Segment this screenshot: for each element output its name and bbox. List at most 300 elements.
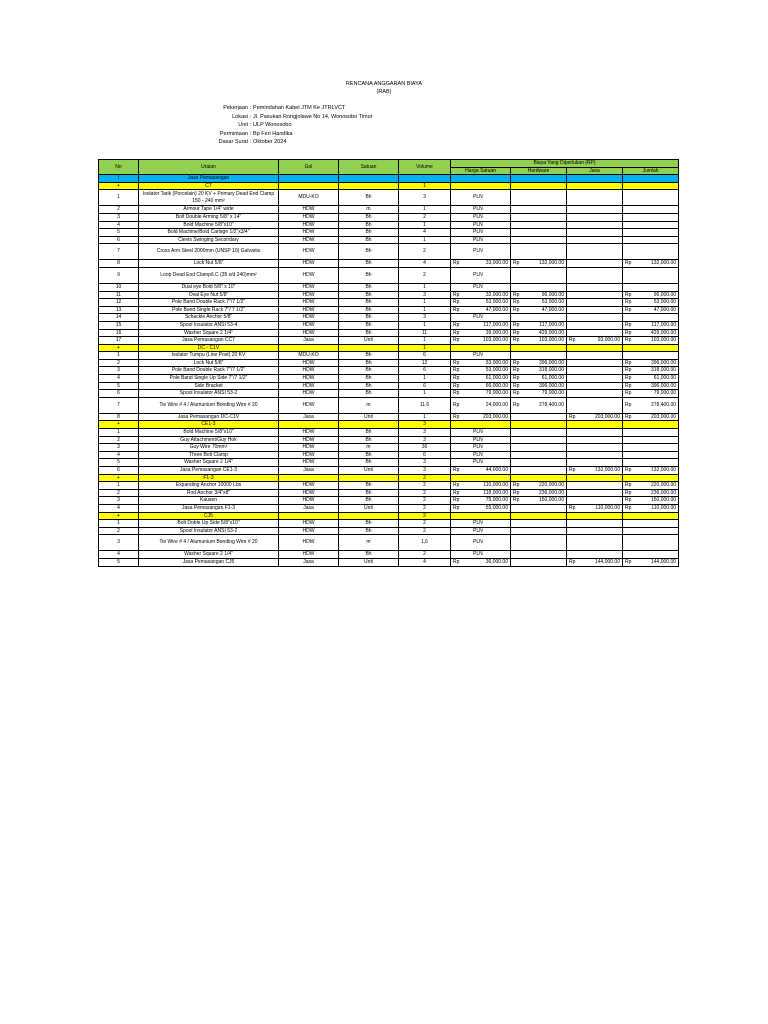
cell-no: 7 bbox=[99, 244, 139, 260]
cell-hardware bbox=[511, 190, 567, 206]
amount-value: 150,000.00 bbox=[650, 497, 677, 504]
cell-volume: 2 bbox=[399, 520, 451, 528]
table-row bbox=[99, 504, 679, 512]
amount-value: 132,000.00 bbox=[538, 260, 564, 267]
cell-jumlah bbox=[623, 283, 679, 291]
amount-value: 33,000.00 bbox=[485, 359, 508, 366]
cell-hardware bbox=[511, 512, 567, 520]
cell-gol: MDU-KO bbox=[279, 352, 339, 360]
amount-value: 61,000.00 bbox=[653, 375, 677, 382]
cell-volume: 1 bbox=[399, 236, 451, 244]
cell-gol bbox=[279, 421, 339, 429]
cell-jumlah bbox=[623, 467, 679, 475]
currency-label: Rp bbox=[513, 337, 520, 344]
cell-harga: PLN bbox=[451, 283, 511, 291]
amount-value: 66,000.00 bbox=[485, 382, 508, 389]
currency-label: Rp bbox=[513, 375, 520, 382]
cell-jumlah bbox=[623, 344, 679, 352]
col-header-jumlah: Jumlah bbox=[623, 167, 679, 175]
cell-satuan: Unit bbox=[339, 467, 399, 475]
cell-uraian: Spool Insulator ANSI 53-4 bbox=[139, 321, 279, 329]
cell-jasa bbox=[567, 190, 623, 206]
cell-jasa bbox=[567, 512, 623, 520]
cell-volume: 2 bbox=[399, 512, 451, 520]
cell-jasa bbox=[567, 291, 623, 299]
cell-gol: HDW bbox=[279, 390, 339, 398]
table-row bbox=[99, 221, 679, 229]
table-row bbox=[99, 337, 679, 345]
currency-label: Rp bbox=[625, 367, 632, 374]
cell-no: 9 bbox=[99, 267, 139, 283]
cell-volume: 2 bbox=[399, 482, 451, 490]
cell-hardware bbox=[511, 206, 567, 214]
currency-label: Rp bbox=[453, 489, 460, 496]
cell-harga bbox=[451, 467, 511, 475]
cell-jasa bbox=[567, 482, 623, 490]
cell-hardware bbox=[511, 260, 567, 268]
cell-hardware bbox=[511, 229, 567, 237]
cell-no: 13 bbox=[99, 306, 139, 314]
cell-no: 4 bbox=[99, 221, 139, 229]
cell-harga bbox=[451, 413, 511, 421]
cell-no: 11 bbox=[99, 291, 139, 299]
cell-jasa bbox=[567, 520, 623, 528]
cell-volume: 2 bbox=[399, 497, 451, 505]
cell-jasa bbox=[567, 344, 623, 352]
amount-value: 79,000.00 bbox=[541, 390, 564, 397]
cell-jumlah bbox=[623, 459, 679, 467]
cell-harga: PLN bbox=[451, 236, 511, 244]
cell-harga: PLN bbox=[451, 551, 511, 559]
amount-value: 429,000.00 bbox=[538, 329, 564, 336]
table-row bbox=[99, 213, 679, 221]
cell-hardware bbox=[511, 306, 567, 314]
cell-satuan bbox=[339, 421, 399, 429]
cell-volume bbox=[399, 175, 451, 183]
cell-uraian: Cross Arm Steel 2000mm (UNSP 10) Galvanis bbox=[139, 244, 279, 260]
table-row bbox=[99, 444, 679, 452]
cell-hardware bbox=[511, 182, 567, 190]
amount-value: 236,000.00 bbox=[538, 489, 564, 496]
cell-no: + bbox=[99, 512, 139, 520]
cell-jumlah bbox=[623, 527, 679, 535]
cell-gol: HDW bbox=[279, 236, 339, 244]
amount-value: 103,000.00 bbox=[650, 337, 677, 344]
cell-volume: 1,6 bbox=[399, 535, 451, 551]
cell-uraian: Spool Insulator ANSI 53-2 bbox=[139, 390, 279, 398]
cell-jumlah bbox=[623, 291, 679, 299]
cell-jasa bbox=[567, 375, 623, 383]
currency-label: Rp bbox=[513, 299, 520, 306]
cell-jasa bbox=[567, 267, 623, 283]
amount-value: 144,000.00 bbox=[650, 558, 677, 565]
cell-satuan: Unit bbox=[339, 504, 399, 512]
cell-jasa bbox=[567, 504, 623, 512]
cell-gol: HDW bbox=[279, 397, 339, 413]
cell-jumlah bbox=[623, 504, 679, 512]
cell-no: + bbox=[99, 344, 139, 352]
cell-hardware bbox=[511, 504, 567, 512]
cell-uraian: Bolt Double Arming 5/8" x 14" bbox=[139, 213, 279, 221]
currency-label: Rp bbox=[625, 375, 632, 382]
cell-jumlah bbox=[623, 299, 679, 307]
table-row bbox=[99, 229, 679, 237]
currency-label: Rp bbox=[625, 359, 632, 366]
cell-gol bbox=[279, 512, 339, 520]
cell-satuan bbox=[339, 182, 399, 190]
cell-hardware bbox=[511, 367, 567, 375]
amount-value: 318,000.00 bbox=[650, 367, 677, 374]
cell-harga: PLN bbox=[451, 429, 511, 437]
cell-jasa bbox=[567, 283, 623, 291]
amount-value: 110,000.00 bbox=[651, 504, 677, 511]
cell-volume: 4 bbox=[399, 260, 451, 268]
cell-hardware bbox=[511, 359, 567, 367]
cell-jumlah bbox=[623, 236, 679, 244]
cell-harga bbox=[451, 344, 511, 352]
cell-jasa bbox=[567, 451, 623, 459]
table-header bbox=[99, 160, 679, 175]
currency-label: Rp bbox=[625, 467, 632, 473]
cell-uraian: Guy Attachment/Guy Hok bbox=[139, 436, 279, 444]
cell-harga bbox=[451, 337, 511, 345]
cell-gol: HDW bbox=[279, 527, 339, 535]
currency-label: Rp bbox=[453, 299, 460, 306]
cell-uraian: Loop Dead End Clamp/LC (35 s/d 240)mm² bbox=[139, 267, 279, 283]
cell-satuan: Bh bbox=[339, 390, 399, 398]
cell-no: 3 bbox=[99, 497, 139, 505]
cell-jumlah bbox=[623, 512, 679, 520]
cell-harga bbox=[451, 482, 511, 490]
cell-uraian: Jasa Pemasangan CC7 bbox=[139, 337, 279, 345]
cell-gol: HDW bbox=[279, 535, 339, 551]
amount-value: 396,000.00 bbox=[538, 382, 564, 389]
cell-volume: 3 bbox=[399, 190, 451, 206]
cell-harga bbox=[451, 390, 511, 398]
currency-label: Rp bbox=[453, 291, 460, 298]
currency-label: Rp bbox=[513, 401, 520, 408]
amount-value: 236,000.00 bbox=[650, 489, 677, 496]
cell-jumlah bbox=[623, 244, 679, 260]
cell-gol: HDW bbox=[279, 436, 339, 444]
currency-label: Rp bbox=[625, 382, 632, 389]
cell-harga bbox=[451, 512, 511, 520]
amount-value: 55,000.00 bbox=[485, 504, 508, 511]
cell-hardware bbox=[511, 527, 567, 535]
cell-gol: HDW bbox=[279, 451, 339, 459]
cell-hardware bbox=[511, 337, 567, 345]
cell-uraian: Pole Band Single Rack 7"/ 7 1/2" bbox=[139, 306, 279, 314]
amount-value: 33,000.00 bbox=[485, 260, 508, 267]
amount-value: 110,000.00 bbox=[483, 482, 508, 489]
amount-value: 396,000.00 bbox=[538, 359, 564, 366]
group-row bbox=[99, 474, 679, 482]
cell-hardware bbox=[511, 421, 567, 429]
cell-gol: Jasa bbox=[279, 558, 339, 566]
currency-label: Rp bbox=[513, 367, 520, 374]
cell-volume: 1 bbox=[399, 375, 451, 383]
amount-value: 203,000.00 bbox=[594, 413, 620, 420]
table-row bbox=[99, 489, 679, 497]
cell-hardware bbox=[511, 413, 567, 421]
currency-label: Rp bbox=[625, 482, 632, 489]
cell-gol: HDW bbox=[279, 213, 339, 221]
currency-label: Rp bbox=[625, 321, 632, 328]
cell-gol: HDW bbox=[279, 444, 339, 452]
group-row bbox=[99, 512, 679, 520]
amount-value: 220,000.00 bbox=[650, 482, 677, 489]
currency-label: Rp bbox=[513, 359, 520, 366]
cell-uraian: Washer Square 2 1/4" bbox=[139, 459, 279, 467]
cell-gol: Jasa bbox=[279, 413, 339, 421]
cell-jumlah bbox=[623, 436, 679, 444]
currency-label: Rp bbox=[513, 291, 520, 298]
cell-jumlah bbox=[623, 314, 679, 322]
cell-harga bbox=[451, 175, 511, 183]
amount-value: 429,000.00 bbox=[650, 329, 677, 336]
cell-gol: HDW bbox=[279, 329, 339, 337]
cell-no: 6 bbox=[99, 236, 139, 244]
table-row bbox=[99, 236, 679, 244]
cell-hardware bbox=[511, 520, 567, 528]
currency-label: Rp bbox=[513, 329, 520, 336]
cell-uraian: Spool Insulator ANSI 53-2 bbox=[139, 527, 279, 535]
info-row-pekerjaan bbox=[180, 104, 373, 113]
cell-uraian: Jasa Pemasangan DC-C1V bbox=[139, 413, 279, 421]
cell-uraian: Bold Machine/Bold Cariage 1/2"x3/4" bbox=[139, 229, 279, 237]
cell-volume: 1 bbox=[399, 306, 451, 314]
cell-volume: 1 bbox=[399, 321, 451, 329]
currency-label: Rp bbox=[453, 497, 460, 504]
cell-gol: HDW bbox=[279, 489, 339, 497]
currency-label: Rp bbox=[625, 260, 632, 267]
cell-satuan bbox=[339, 344, 399, 352]
amount-value: 61,000.00 bbox=[541, 375, 564, 382]
cell-satuan: Bh bbox=[339, 436, 399, 444]
cell-harga bbox=[451, 367, 511, 375]
cell-volume: 2 bbox=[399, 474, 451, 482]
amount-value: 103,000.00 bbox=[538, 337, 564, 344]
cell-harga: PLN bbox=[451, 459, 511, 467]
cell-jasa bbox=[567, 182, 623, 190]
cell-harga: PLN bbox=[451, 527, 511, 535]
cell-uraian: Kausen bbox=[139, 497, 279, 505]
cell-satuan bbox=[339, 175, 399, 183]
cell-uraian: Pole Band Double Rack 7"/7 1/2" bbox=[139, 367, 279, 375]
cell-no: 1 bbox=[99, 190, 139, 206]
cell-jasa bbox=[567, 337, 623, 345]
currency-label: Rp bbox=[453, 367, 460, 374]
cell-satuan: m bbox=[339, 206, 399, 214]
cell-hardware bbox=[511, 497, 567, 505]
cell-volume: 3 bbox=[399, 314, 451, 322]
currency-label: Rp bbox=[513, 260, 520, 267]
cell-no: 4 bbox=[99, 551, 139, 559]
cell-satuan: Bh bbox=[339, 489, 399, 497]
cell-jasa bbox=[567, 421, 623, 429]
info-row-unit bbox=[180, 121, 373, 130]
cell-no: 3 bbox=[99, 213, 139, 221]
cell-jumlah bbox=[623, 429, 679, 437]
cell-satuan: Bh bbox=[339, 520, 399, 528]
cell-jasa bbox=[567, 175, 623, 183]
info-value: : ULP Wonosobo bbox=[250, 122, 292, 129]
cell-jasa bbox=[567, 213, 623, 221]
cell-volume: 3 bbox=[399, 467, 451, 475]
cell-satuan: Bh bbox=[339, 482, 399, 490]
amount-value: 203,000.00 bbox=[482, 413, 508, 420]
cell-volume: 11.6 bbox=[399, 397, 451, 413]
cell-jasa bbox=[567, 244, 623, 260]
cell-no: 2 bbox=[99, 527, 139, 535]
cell-uraian: Jasa Pemasangan CJ5 bbox=[139, 558, 279, 566]
cell-jumlah bbox=[623, 397, 679, 413]
cell-jumlah bbox=[623, 390, 679, 398]
cell-harga bbox=[451, 359, 511, 367]
cell-no: 5 bbox=[99, 229, 139, 237]
cell-satuan: Bh bbox=[339, 236, 399, 244]
table-row bbox=[99, 535, 679, 551]
cell-harga: PLN bbox=[451, 267, 511, 283]
cell-gol: HDW bbox=[279, 244, 339, 260]
cell-no: 12 bbox=[99, 299, 139, 307]
cell-gol: HDW bbox=[279, 367, 339, 375]
cell-satuan: Unit bbox=[339, 558, 399, 566]
cell-harga bbox=[451, 497, 511, 505]
table-row bbox=[99, 299, 679, 307]
group-row bbox=[99, 344, 679, 352]
cell-harga bbox=[451, 306, 511, 314]
cell-satuan: Bh bbox=[339, 213, 399, 221]
cell-no: + bbox=[99, 182, 139, 190]
cell-volume: 3 bbox=[399, 459, 451, 467]
cell-uraian: Jasa Pemasangan bbox=[139, 175, 279, 183]
cell-gol: HDW bbox=[279, 260, 339, 268]
amount-value: 53,000.00 bbox=[485, 367, 508, 374]
cell-hardware bbox=[511, 390, 567, 398]
col-header-no: No bbox=[99, 160, 139, 175]
col-header-harga: Harga Satuan bbox=[451, 167, 511, 175]
cell-harga: PLN bbox=[451, 244, 511, 260]
cell-uraian: Guy Wire 70mm² bbox=[139, 444, 279, 452]
cell-harga bbox=[451, 291, 511, 299]
col-header-gol: Gol bbox=[279, 160, 339, 175]
cell-uraian: CJ5 bbox=[139, 512, 279, 520]
cell-volume: 6 bbox=[399, 352, 451, 360]
table-row bbox=[99, 367, 679, 375]
cell-gol: HDW bbox=[279, 306, 339, 314]
cell-harga: PLN bbox=[451, 444, 511, 452]
info-row-permintaan bbox=[180, 130, 373, 139]
cell-satuan: Bh bbox=[339, 321, 399, 329]
currency-label: Rp bbox=[569, 558, 576, 565]
cell-hardware bbox=[511, 344, 567, 352]
amount-value: 61,000.00 bbox=[485, 375, 508, 382]
cell-jasa bbox=[567, 390, 623, 398]
cell-uraian: F1-3 bbox=[139, 474, 279, 482]
cell-jasa bbox=[567, 413, 623, 421]
cell-no: 17 bbox=[99, 337, 139, 345]
cell-jasa bbox=[567, 551, 623, 559]
cell-no: I bbox=[99, 175, 139, 183]
cell-jumlah bbox=[623, 520, 679, 528]
cell-jumlah bbox=[623, 413, 679, 421]
amount-value: 44,000.00 bbox=[485, 467, 508, 473]
table-row bbox=[99, 429, 679, 437]
table-row bbox=[99, 329, 679, 337]
cell-harga bbox=[451, 382, 511, 390]
cell-jasa bbox=[567, 397, 623, 413]
cell-no: 7 bbox=[99, 397, 139, 413]
cell-gol: Jasa bbox=[279, 467, 339, 475]
currency-label: Rp bbox=[453, 482, 460, 489]
cell-hardware bbox=[511, 244, 567, 260]
currency-label: Rp bbox=[453, 382, 460, 389]
amount-value: 396,000.00 bbox=[650, 359, 677, 366]
cell-harga bbox=[451, 421, 511, 429]
cell-satuan: Bh bbox=[339, 283, 399, 291]
cell-gol: HDW bbox=[279, 497, 339, 505]
cell-satuan: Bh bbox=[339, 375, 399, 383]
cell-no: 6 bbox=[99, 390, 139, 398]
currency-label: Rp bbox=[513, 390, 520, 397]
cell-harga: PLN bbox=[451, 206, 511, 214]
cell-hardware bbox=[511, 397, 567, 413]
cell-jasa bbox=[567, 474, 623, 482]
cell-hardware bbox=[511, 451, 567, 459]
cell-no: 2 bbox=[99, 359, 139, 367]
cell-jasa bbox=[567, 306, 623, 314]
cell-jumlah bbox=[623, 260, 679, 268]
table-row bbox=[99, 352, 679, 360]
cell-gol: HDW bbox=[279, 382, 339, 390]
table-row bbox=[99, 390, 679, 398]
cell-jasa bbox=[567, 382, 623, 390]
info-value: : Pemindahan Kabel JTM Ke JTRLVCT bbox=[250, 105, 346, 111]
cell-jasa bbox=[567, 229, 623, 237]
cell-uraian: Pole Band Single Up Side 7"/7 1/2" bbox=[139, 375, 279, 383]
currency-label: Rp bbox=[625, 329, 632, 336]
cell-uraian: Washer Square 2 1/4" bbox=[139, 551, 279, 559]
cell-jumlah bbox=[623, 306, 679, 314]
currency-label: Rp bbox=[625, 390, 632, 397]
cell-jumlah bbox=[623, 421, 679, 429]
amount-value: 396,000.00 bbox=[650, 382, 677, 389]
cell-gol bbox=[279, 474, 339, 482]
col-header-satuan: Satuan bbox=[339, 160, 399, 175]
cell-jasa bbox=[567, 467, 623, 475]
table-row bbox=[99, 267, 679, 283]
cell-harga: PLN bbox=[451, 229, 511, 237]
cell-gol: HDW bbox=[279, 459, 339, 467]
currency-label: Rp bbox=[453, 321, 460, 328]
cell-volume: 2 bbox=[399, 489, 451, 497]
cell-no: 1 bbox=[99, 482, 139, 490]
currency-label: Rp bbox=[453, 359, 460, 366]
currency-label: Rp bbox=[453, 337, 460, 344]
cell-harga bbox=[451, 182, 511, 190]
info-value: : Jl. Pasukan Rongjolawe No 14, Wonosobo Timur bbox=[250, 113, 373, 120]
amount-value: 47,000.00 bbox=[653, 306, 677, 313]
table-row bbox=[99, 497, 679, 505]
cell-satuan: Bh bbox=[339, 190, 399, 206]
table-row bbox=[99, 467, 679, 475]
amount-value: 96,000.00 bbox=[541, 291, 564, 298]
cell-gol: HDW bbox=[279, 375, 339, 383]
info-key: Unit bbox=[238, 122, 248, 129]
cell-uraian: Side Bracket bbox=[139, 382, 279, 390]
amount-value: 318,000.00 bbox=[538, 367, 564, 374]
